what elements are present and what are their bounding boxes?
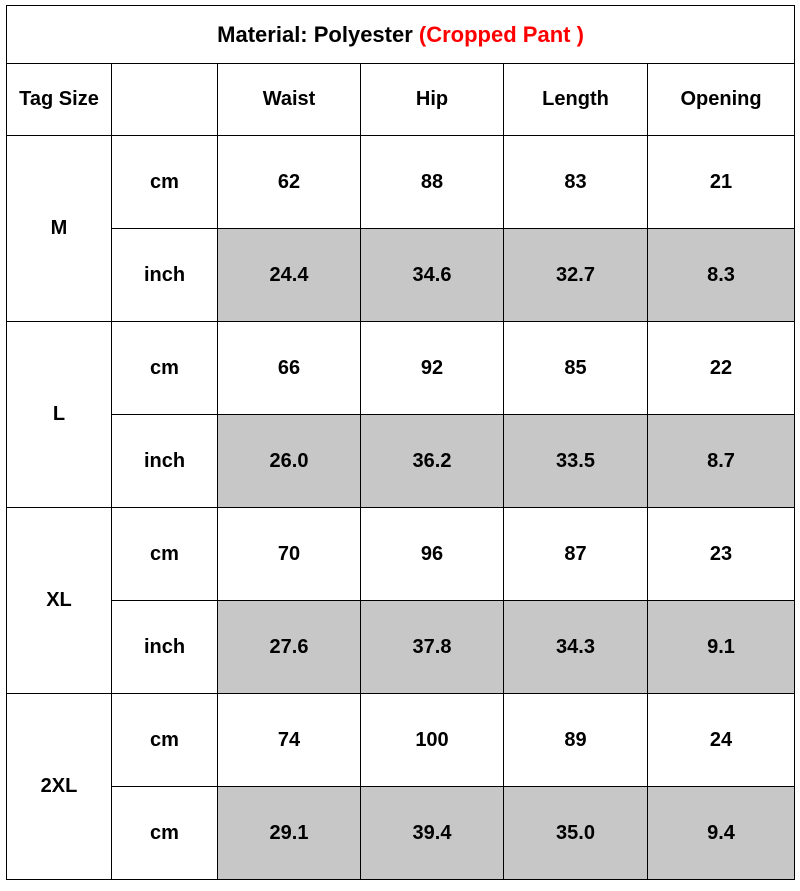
header-tag-size: Tag Size [7, 64, 112, 136]
table-row [7, 694, 795, 787]
table-row [7, 601, 795, 694]
size-label: 2XL [7, 694, 112, 880]
hip-value: 100 [361, 694, 504, 787]
waist-value: 27.6 [218, 601, 361, 694]
waist-value: 26.0 [218, 415, 361, 508]
waist-value: 66 [218, 322, 361, 415]
length-value: 33.5 [504, 415, 648, 508]
hip-value: 36.2 [361, 415, 504, 508]
hip-value: 39.4 [361, 787, 504, 880]
waist-value: 62 [218, 136, 361, 229]
unit-label: inch [112, 229, 218, 322]
size-label: M [7, 136, 112, 322]
length-value: 32.7 [504, 229, 648, 322]
length-value: 87 [504, 508, 648, 601]
opening-value: 9.1 [648, 601, 795, 694]
hip-value: 96 [361, 508, 504, 601]
unit-label: cm [112, 136, 218, 229]
waist-value: 24.4 [218, 229, 361, 322]
opening-value: 8.3 [648, 229, 795, 322]
opening-value: 23 [648, 508, 795, 601]
hip-value: 88 [361, 136, 504, 229]
header-unit [112, 64, 218, 136]
length-value: 35.0 [504, 787, 648, 880]
title-row [7, 6, 795, 64]
table-title [7, 6, 795, 64]
opening-value: 24 [648, 694, 795, 787]
header-row [7, 64, 795, 136]
opening-value: 9.4 [648, 787, 795, 880]
waist-value: 70 [218, 508, 361, 601]
size-chart-table [6, 5, 795, 880]
table-row [7, 508, 795, 601]
table-row [7, 787, 795, 880]
length-value: 83 [504, 136, 648, 229]
hip-value: 37.8 [361, 601, 504, 694]
unit-label: inch [112, 415, 218, 508]
hip-value: 34.6 [361, 229, 504, 322]
opening-value: 22 [648, 322, 795, 415]
length-value: 85 [504, 322, 648, 415]
table-row [7, 322, 795, 415]
unit-label: cm [112, 322, 218, 415]
header-length: Length [504, 64, 648, 136]
opening-value: 8.7 [648, 415, 795, 508]
header-opening: Opening [648, 64, 795, 136]
waist-value: 74 [218, 694, 361, 787]
hip-value: 92 [361, 322, 504, 415]
unit-label: cm [112, 787, 218, 880]
unit-label: cm [112, 508, 218, 601]
waist-value: 29.1 [218, 787, 361, 880]
table-row [7, 229, 795, 322]
title-product-type: (Cropped Pant ) [418, 21, 584, 47]
title-material: Material: Polyester [217, 21, 419, 47]
size-label: L [7, 322, 112, 508]
unit-label: inch [112, 601, 218, 694]
header-hip: Hip [361, 64, 504, 136]
table-row [7, 415, 795, 508]
table-row [7, 136, 795, 229]
opening-value: 21 [648, 136, 795, 229]
size-label: XL [7, 508, 112, 694]
unit-label: cm [112, 694, 218, 787]
length-value: 89 [504, 694, 648, 787]
header-waist: Waist [218, 64, 361, 136]
length-value: 34.3 [504, 601, 648, 694]
